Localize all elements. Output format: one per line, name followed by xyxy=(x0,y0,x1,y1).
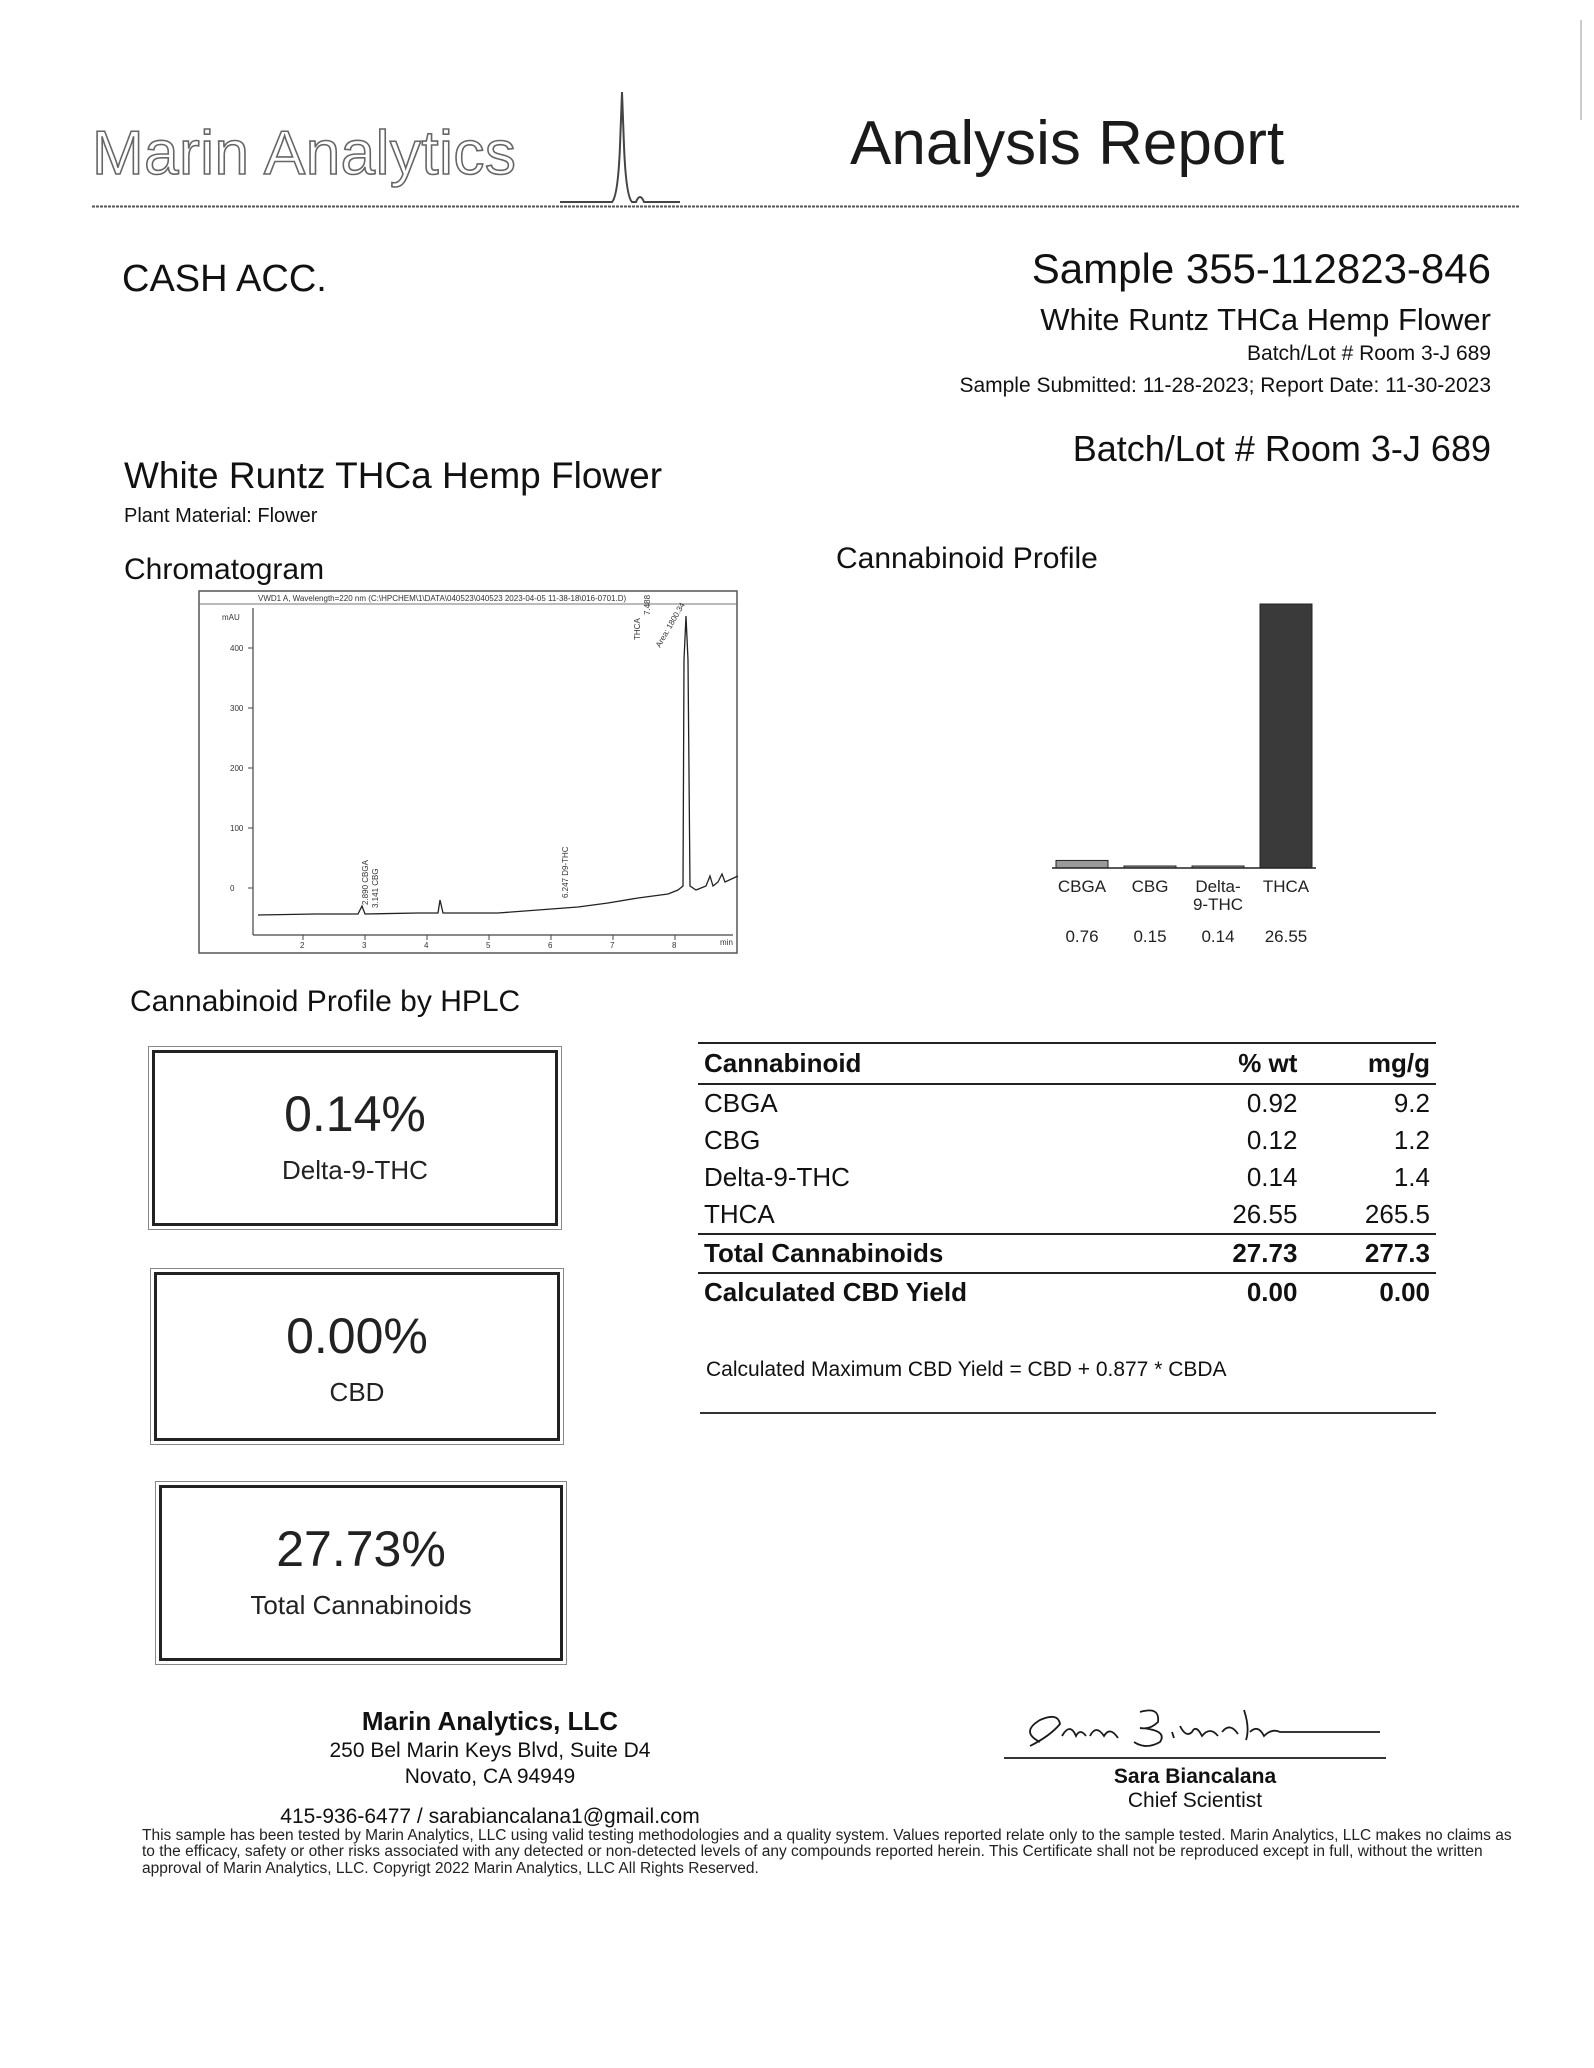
chrom-y-tick-label: 200 xyxy=(230,764,244,773)
table-yield-row xyxy=(698,1273,1436,1311)
row-name: CBGA xyxy=(704,1088,778,1118)
total-mg: 277.3 xyxy=(1303,1234,1436,1273)
bar-cbga xyxy=(1056,860,1108,868)
chrom-x-tick-label: 8 xyxy=(672,941,677,950)
metric-box-total xyxy=(159,1485,563,1661)
bar-thca xyxy=(1260,604,1312,868)
row-mg: 1.2 xyxy=(1393,1125,1430,1155)
signature-block xyxy=(1000,1702,1390,1813)
total-name: Total Cannabinoids xyxy=(698,1234,1171,1273)
chromatogram-unit: mAU xyxy=(222,613,240,622)
bar-value-label: 0.15 xyxy=(1133,927,1167,946)
scan-edge-mark xyxy=(1580,20,1582,120)
metric-value: 27.73% xyxy=(276,1521,446,1577)
batch-lot-heading: Batch/Lot # Room 3-J 689 xyxy=(1072,428,1491,469)
metric-box-d9thc xyxy=(152,1050,558,1226)
yield-percent: 0.00 xyxy=(1246,1277,1298,1307)
lab-contact: 415-936-6477 / sarabiancalana1@gmail.com xyxy=(280,1805,700,1828)
metric-label: Delta-9-THC xyxy=(282,1155,428,1185)
metric-label: CBD xyxy=(329,1377,385,1407)
chrom-x-tick-label: 3 xyxy=(362,941,367,950)
peak-label-thca: THCA xyxy=(633,618,642,640)
bar-value-label: 0.76 xyxy=(1065,927,1099,946)
table-header-row xyxy=(698,1043,1436,1084)
header-divider xyxy=(92,205,1520,208)
metric-value: 0.14% xyxy=(284,1086,426,1142)
profile-title: Cannabinoid Profile xyxy=(836,542,1098,575)
peak-logo-icon xyxy=(560,86,680,206)
total-percent: 27.73 xyxy=(1171,1234,1304,1273)
row-mg: 9.2 xyxy=(1393,1088,1430,1118)
sample-name: White Runtz THCa Hemp Flower xyxy=(1040,302,1491,337)
row-name: THCA xyxy=(704,1199,775,1229)
hplc-section-title: Cannabinoid Profile by HPLC xyxy=(130,985,521,1018)
cbd-yield-formula: Calculated Maximum CBD Yield = CBD + 0.877 * CBDA xyxy=(706,1358,1227,1381)
chrom-x-tick-label: 2 xyxy=(300,941,305,950)
table-row xyxy=(698,1196,1436,1234)
chromatogram-header-text: VWD1 A, Wavelength=220 nm (C:\HPCHEM\1\DATA\040523\040523 2023-04-05 11-38-18\016-0701.D) xyxy=(258,594,627,603)
table-row xyxy=(698,1159,1436,1196)
chromatogram-x-unit: min xyxy=(720,938,733,947)
chromatogram-title: Chromatogram xyxy=(124,553,325,586)
lab-contact-block xyxy=(270,1705,710,1830)
chrom-x-tick-label: 6 xyxy=(548,941,553,950)
bar-value-label: 26.55 xyxy=(1264,927,1308,946)
peak-label-area: Area: 1800.34 xyxy=(653,600,687,649)
metric-value: 0.00% xyxy=(286,1308,428,1364)
handwritten-signature xyxy=(1000,1702,1390,1752)
table-row xyxy=(698,1084,1436,1122)
results-table xyxy=(698,1042,1436,1311)
row-name: CBG xyxy=(704,1125,761,1155)
chromatogram-image xyxy=(198,590,738,954)
bar-category-label: THCA xyxy=(1262,877,1310,896)
row-percent: 26.55 xyxy=(1232,1199,1298,1229)
chrom-y-tick-label: 0 xyxy=(230,884,235,893)
metric-box-cbd xyxy=(154,1272,560,1441)
plant-material: Plant Material: Flower xyxy=(124,505,318,527)
signer-name: Sara Biancalana xyxy=(1113,1765,1277,1788)
col-cannabinoid: Cannabinoid xyxy=(698,1043,1171,1084)
bar-category-label: 9-THC xyxy=(1192,895,1244,914)
yield-name: Calculated CBD Yield xyxy=(704,1277,967,1307)
signer-title: Chief Scientist xyxy=(1127,1789,1263,1812)
sample-dates: Sample Submitted: 11-28-2023; Report Date: 11-30-2023 xyxy=(959,374,1491,397)
chrom-y-tick-label: 300 xyxy=(230,704,244,713)
lab-name: Marin Analytics, LLC xyxy=(361,1706,619,1736)
peak-label-d9thc: 6.247 D9-THC xyxy=(561,846,570,898)
row-percent: 0.92 xyxy=(1246,1088,1298,1118)
report-title: Analysis Report xyxy=(850,109,1285,178)
bar-category-label: CBG xyxy=(1131,877,1169,896)
chrom-y-tick-label: 400 xyxy=(230,644,244,653)
table-row xyxy=(698,1122,1436,1159)
row-mg: 265.5 xyxy=(1364,1199,1430,1229)
row-percent: 0.14 xyxy=(1246,1162,1298,1192)
chrom-x-tick-label: 7 xyxy=(610,941,615,950)
peak-label-cbga: 2.890 CBGA xyxy=(361,860,370,905)
metric-label: Total Cannabinoids xyxy=(250,1590,472,1620)
peak-label-cbg: 3.141 CBG xyxy=(371,868,380,908)
row-mg: 1.4 xyxy=(1393,1162,1430,1192)
col-mg-g: mg/g xyxy=(1303,1043,1436,1084)
yield-mg: 0.00 xyxy=(1379,1277,1430,1307)
table-total-row xyxy=(698,1234,1436,1273)
client-name: CASH ACC. xyxy=(122,258,327,300)
signature-line xyxy=(1004,1757,1386,1759)
sample-batch: Batch/Lot # Room 3-J 689 xyxy=(1247,342,1491,365)
cannabinoid-profile-chart xyxy=(1040,590,1370,950)
product-name: White Runtz THCa Hemp Flower xyxy=(124,455,663,496)
chrom-x-tick-label: 5 xyxy=(486,941,491,950)
lab-address-line1: 250 Bel Marin Keys Blvd, Suite D4 xyxy=(329,1738,651,1762)
bar-value-label: 0.14 xyxy=(1201,927,1235,946)
disclaimer-text: This sample has been tested by Marin Analytics, LLC using valid testing methodologies and a quality system. Values reported relate only to the sample tested. Marin Analytics, LLC makes no claims as to the efficacy, safety or other risks associated with any detected or non-detected levels of any compounds reported herein. This Certificate shall not be reproduced except in full, without the written approval of Marin Analytics, LLC. Copyrigt 2022 Marin Analytics, LLC All Rights Reserved. xyxy=(142,1827,1512,1877)
lab-address-line2: Novato, CA 94949 xyxy=(404,1764,576,1788)
sample-id: Sample 355-112823-846 xyxy=(1031,245,1491,292)
row-percent: 0.12 xyxy=(1246,1125,1298,1155)
chrom-x-tick-label: 4 xyxy=(424,941,429,950)
bar-category-label: Delta- xyxy=(1195,877,1241,896)
bar-category-label: CBGA xyxy=(1057,877,1107,896)
formula-divider xyxy=(700,1412,1436,1414)
col-percent-wt: % wt xyxy=(1171,1043,1304,1084)
row-name: Delta-9-THC xyxy=(704,1162,850,1192)
brand-logo-text: Marin Analytics xyxy=(92,119,517,188)
chrom-y-tick-label: 100 xyxy=(230,824,244,833)
peak-label-rt: 7.488 xyxy=(643,594,652,615)
